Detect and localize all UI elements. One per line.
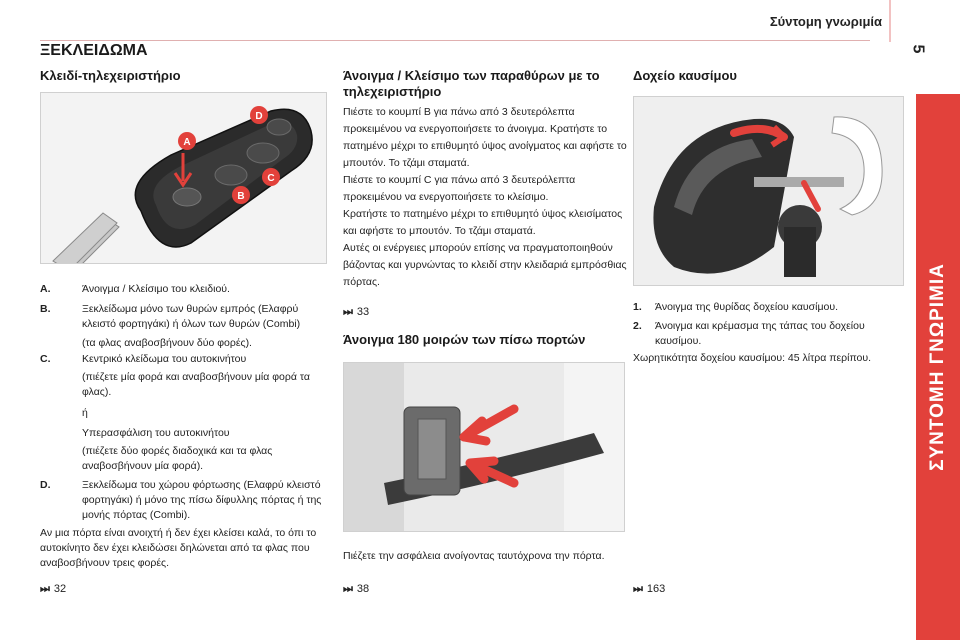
- paragraph-hold: Κρατήστε το πατημένο μέχρι το επιθυμητό ύψος κλεισίματος και αφήστε το μπουτόν. Το τζάμι σταματά.: [343, 208, 623, 237]
- figure-label-d: D: [255, 111, 263, 122]
- paragraph-close: Πιέστε το κουμπί C για πάνω από 3 δευτερόλεπτα προκειμένου να ενεργοποιήσετε το κλείσιμο.: [343, 174, 576, 203]
- ref-number: 38: [356, 583, 370, 595]
- page-reference[interactable]: [633, 583, 665, 596]
- figure-label-c: C: [267, 173, 275, 184]
- ref-arrow-icon: ⏭: [633, 583, 643, 595]
- list-item-fuel-2: [633, 319, 904, 353]
- rear-door-caption: Πιέζετε την ασφάλεια ανοίγοντας ταυτόχρονα την πόρτα.: [343, 550, 605, 562]
- rear-door-figure: [343, 362, 625, 532]
- item-text: Άνοιγμα / Κλείσιμο του κλειδιού.: [82, 283, 230, 295]
- ref-arrow-icon: ⏭: [343, 583, 353, 595]
- item-extra: ή: [82, 407, 88, 419]
- subsection-fuel: Δοχείο καυσίμου: [633, 68, 737, 83]
- remote-key-figure: [40, 92, 327, 264]
- fuel-cap-figure: [633, 96, 904, 286]
- list-item-c: [40, 352, 327, 482]
- item-key: D.: [40, 479, 51, 491]
- ref-arrow-icon: ⏭: [343, 306, 353, 318]
- item-text: Ξεκλείδωμα μόνο των θυρών εμπρός (Ελαφρύ κλειστό φορτηγάκι) ή όλων των θυρών (Combi): [82, 303, 301, 330]
- paragraph-open: Πιέστε το κουμπί B για πάνω από 3 δευτερόλεπτα προκειμένου να ενεργοποιήσετε το άνοιγμα. Κρατήστε το πατημένο μέχρι το επιθυμητό ύψος ανοίγματος και αφήστε το μπουτόν. Το τζάμι σταματά.: [343, 106, 627, 169]
- fuel-capacity: Χωρητικότητα δοχείου καυσίμου: 45 λίτρα περίπου.: [633, 352, 872, 364]
- ref-number: 33: [356, 306, 370, 318]
- list-item-fuel-1: [633, 300, 904, 318]
- item-key: C.: [40, 353, 51, 365]
- header-rule: [40, 40, 870, 41]
- header-tick: [889, 0, 891, 42]
- subsection-rear-doors: Άνοιγμα 180 μοιρών των πίσω πορτών: [343, 332, 586, 347]
- section-title: ΞΕΚΛΕΙΔΩΜΑ: [40, 42, 148, 59]
- item-extra: (τα φλας αναβοσβήνουν δύο φορές).: [82, 337, 252, 349]
- subsection-windows: Άνοιγμα / Κλείσιμο των παραθύρων με το τηλεχειριστήριο: [343, 68, 600, 99]
- item-key: 1.: [633, 301, 642, 313]
- paragraph-key-lock: Αυτές οι ενέργειες μπορούν επίσης να πραγματοποιηθούν βάζοντας και γυρνώντας το κλειδί στην κλειδαριά εμπρόσθιας πόρτας.: [343, 242, 627, 288]
- subsection-remote-key: Κλειδί-τηλεχειριστήριο: [40, 68, 181, 83]
- figure-label-b: B: [237, 191, 245, 202]
- item-extra: (πιέζετε δύο φορές διαδοχικά και τα φλας αναβοσβήνουν μία φορά).: [82, 445, 273, 472]
- item-text: Κεντρικό κλείδωμα του αυτοκινήτου: [82, 353, 247, 365]
- side-tab: [916, 94, 960, 640]
- item-text: Ξεκλείδωμα του χώρου φόρτωσης (Ελαφρύ κλειστό φορτηγάκι) ή μόνο της πίσω δίφυλλης πόρτας ή της μονής πόρτας (Combi).: [82, 479, 322, 521]
- rear-door-illustration: [344, 363, 625, 532]
- header-title: Σύντομη γνωριμία: [769, 14, 882, 29]
- page-number: 5: [909, 44, 927, 54]
- ref-number: 163: [646, 583, 666, 595]
- page-reference[interactable]: [343, 583, 369, 596]
- figure-label-a: A: [183, 137, 191, 148]
- side-tab-label: ΣΥΝΤΟΜΗ ΓΝΩΡΙΜΙΑ: [927, 263, 949, 471]
- ref-arrow-icon: ⏭: [40, 583, 50, 595]
- item-text: Άνοιγμα και κρέμασμα της τάπας του δοχείου καυσίμου.: [655, 320, 865, 347]
- page-reference[interactable]: [40, 583, 66, 596]
- item-extra: Υπερασφάλιση του αυτοκινήτου: [82, 427, 230, 439]
- ref-number: 32: [53, 583, 67, 595]
- list-item-d: [40, 478, 327, 528]
- remote-key-illustration: [41, 93, 327, 264]
- item-key: 2.: [633, 320, 642, 332]
- fuel-cap-illustration: [634, 97, 904, 286]
- note-text: Αν μια πόρτα είναι ανοιχτή ή δεν έχει κλείσει καλά, το όπι το αυτοκίνητο δεν έχει κλειδώσει δηλώνεται από τα φλας που αναβοσβήνουν τρεις φορές.: [40, 527, 317, 569]
- item-key: B.: [40, 303, 51, 315]
- item-extra: (πιέζετε μία φορά και αναβοσβήνουν μία φορά τα φλας).: [82, 371, 310, 398]
- item-text: Άνοιγμα της θυρίδας δοχείου καυσίμου.: [655, 301, 838, 313]
- page-reference[interactable]: [343, 306, 369, 319]
- item-key: A.: [40, 283, 51, 295]
